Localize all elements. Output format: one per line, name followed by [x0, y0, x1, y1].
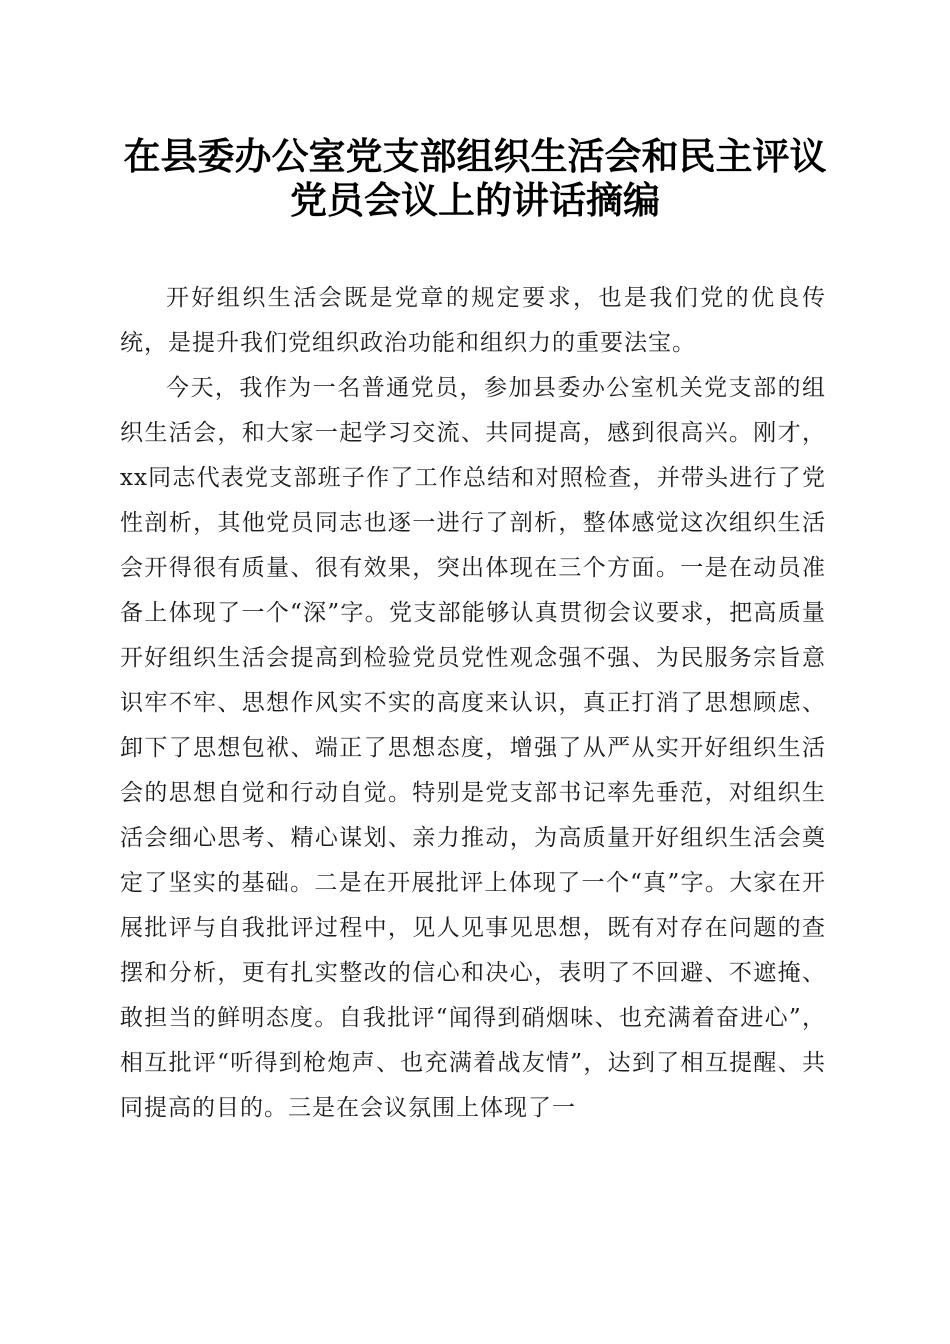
document-body — [120, 276, 826, 1131]
document-title: 在县委办公室党支部组织生活会和民主评议党员会议上的讲话摘编 — [123, 134, 827, 222]
paragraph-intro: 开好组织生活会既是党章的规定要求，也是我们党的优良传统，是提升我们党组织政治功能和组织力的重要法宝。 — [120, 285, 826, 356]
paragraph-main: 今天，我作为一名普通党员，参加县委办公室机关党支部的组织生活会，和大家一起学习交流、共同提高，感到很高兴。刚才，xx同志代表党支部班子作了工作总结和对照检查，并带头进行了党性剖析，其他党员同志也逐一进行了剖析，整体感觉这次组织生活会开得很有质量、很有效果，突出体现在三个方面。一是在动员准备上体现了一个“深”字。党支部能够认真贯彻会议要求，把高质量开好组织生活会提高到检验党员党性观念强不强、为民服务宗旨意识牢不牢、思想作风实不实的高度来认识，真正打消了思想顾虑、卸下了思想包袱、端正了思想态度，增强了从严从实开好组织生活会的思想自觉和行动自觉。特别是党支部书记率先垂范，对组织生活会细心思考、精心谋划、亲力推动，为高质量开好组织生活会奠定了坚实的基础。二是在开展批评上体现了一个“真”字。大家在开展批评与自我批评过程中，见人见事见思想，既有对存在问题的查摆和分析，更有扎实整改的信心和决心，表明了不回避、不遮掩、敢担当的鲜明态度。自我批评“闻得到硝烟味、也充满着奋进心”，相互批评“听得到枪炮声、也充满着战友情”，达到了相互提醒、共同提高的目的。三是在会议氛围上体现了一 — [120, 375, 826, 1121]
